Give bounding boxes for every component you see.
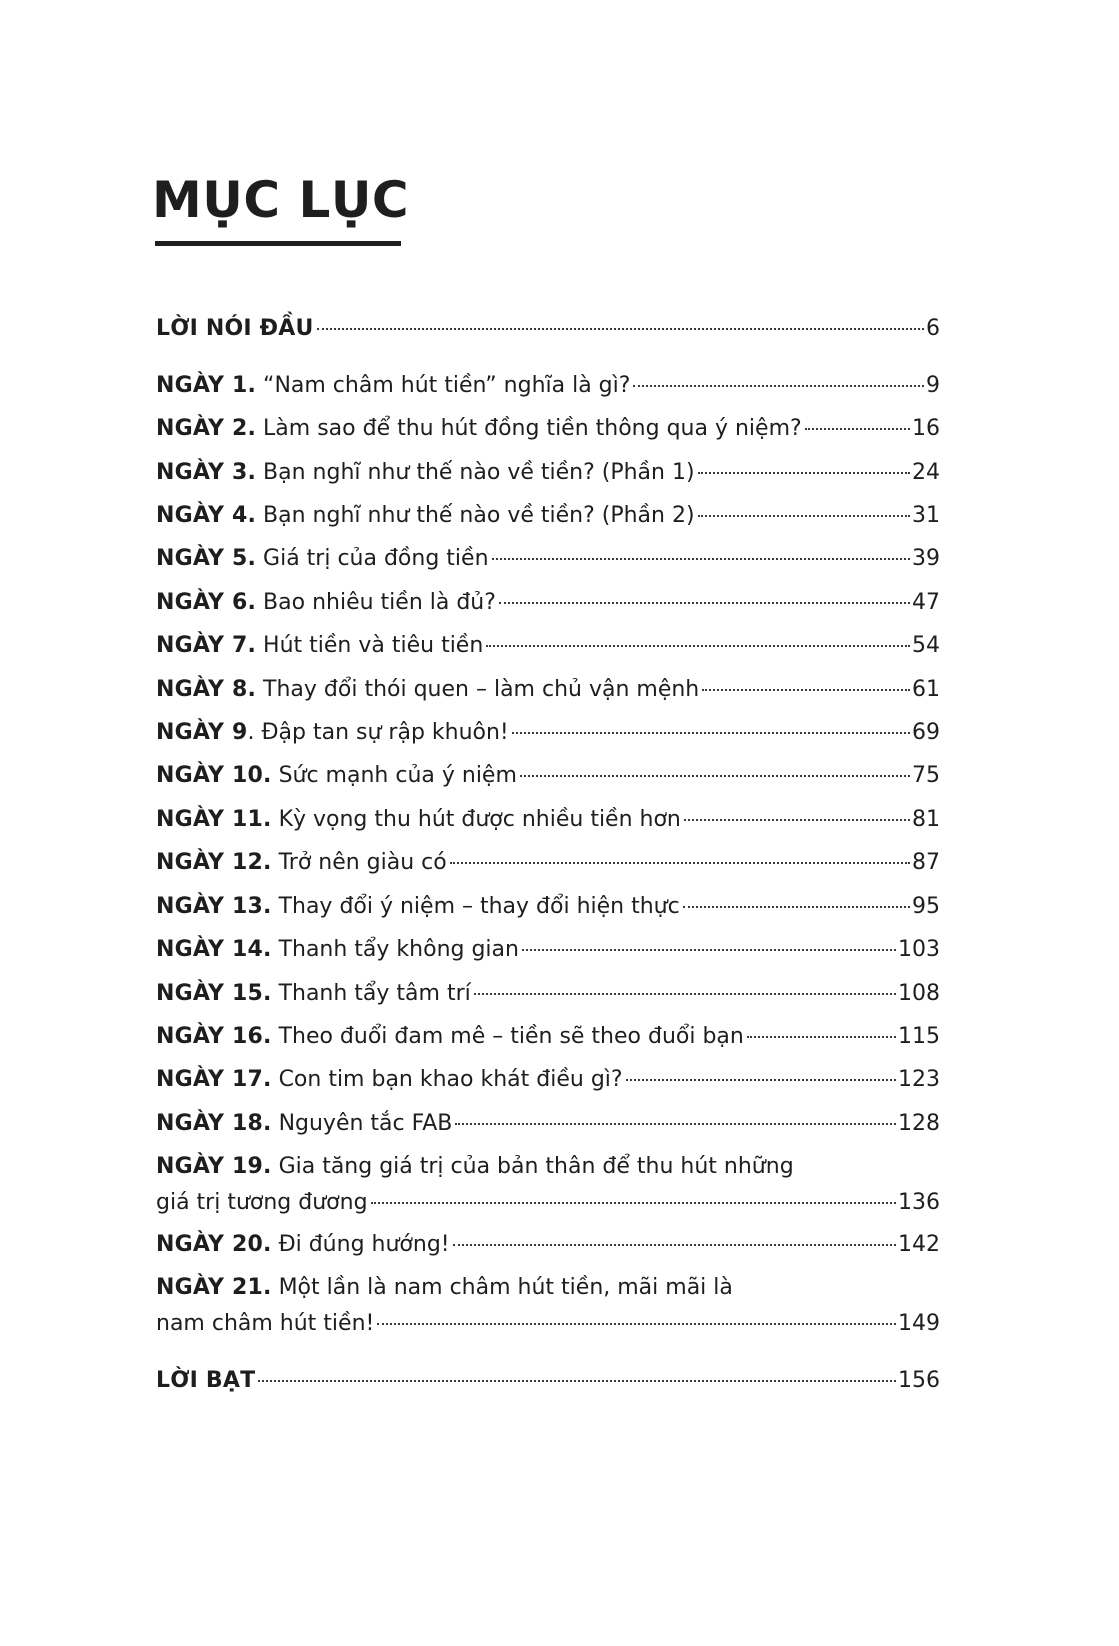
toc-entry-day-11 xyxy=(156,802,940,838)
toc-entry-day-12 xyxy=(156,845,940,881)
toc-entry-day-14 xyxy=(156,932,940,968)
toc-page-number: 61 xyxy=(912,677,940,702)
dot-leader xyxy=(747,1036,896,1038)
toc-entry-day-5 xyxy=(156,541,940,577)
toc-title: . Đập tan sự rập khuôn! xyxy=(247,720,509,745)
dot-leader xyxy=(626,1079,896,1081)
toc-title: Bao nhiêu tiền là đủ? xyxy=(263,590,496,615)
toc-label: NGÀY 21. xyxy=(156,1275,272,1300)
dot-leader xyxy=(698,472,910,474)
toc-label: NGÀY 2. xyxy=(156,416,257,441)
toc-entry-day-17 xyxy=(156,1062,940,1098)
toc-label: NGÀY 1. xyxy=(156,373,257,398)
dot-leader xyxy=(805,428,910,430)
toc-entry-day-10 xyxy=(156,758,940,794)
dot-leader xyxy=(474,993,896,995)
toc-label: LỜI NÓI ĐẦU xyxy=(156,316,314,341)
toc-entry-day-13 xyxy=(156,889,940,925)
toc-title: “Nam châm hút tiền” nghĩa là gì? xyxy=(263,373,631,398)
toc-page-number: 9 xyxy=(926,373,940,398)
toc-page-number: 87 xyxy=(912,850,940,875)
toc-entry-day-6 xyxy=(156,585,940,621)
page-title: MỤC LỤC xyxy=(152,171,410,229)
toc-label: NGÀY 17. xyxy=(156,1067,272,1092)
toc-label: NGÀY 14. xyxy=(156,937,272,962)
toc-title: Hút tiền và tiêu tiền xyxy=(263,633,484,658)
dot-leader xyxy=(522,949,896,951)
toc-page-number: 136 xyxy=(898,1190,940,1215)
toc-entry-day-20 xyxy=(156,1227,940,1263)
toc-title: Đi đúng hướng! xyxy=(278,1232,450,1257)
toc-page-number: 149 xyxy=(898,1311,940,1336)
toc-title: Con tim bạn khao khát điều gì? xyxy=(278,1067,623,1092)
toc-title: Trở nên giàu có xyxy=(278,850,447,875)
toc-title: Thay đổi thói quen – làm chủ vận mệnh xyxy=(263,677,700,702)
toc-label: NGÀY 16. xyxy=(156,1024,272,1049)
dot-leader xyxy=(450,862,910,864)
toc-label: NGÀY 18. xyxy=(156,1111,272,1136)
toc-page-number: 108 xyxy=(898,981,940,1006)
toc-title: Giá trị của đồng tiền xyxy=(263,546,489,571)
toc-page-number: 24 xyxy=(912,460,940,485)
toc-title: Thanh tẩy không gian xyxy=(278,937,519,962)
dot-leader xyxy=(455,1123,896,1125)
toc-title: Làm sao để thu hút đồng tiền thông qua ý niệm? xyxy=(263,416,802,441)
dot-leader xyxy=(258,1380,896,1382)
toc-label: NGÀY 19. xyxy=(156,1154,272,1179)
toc-entry-day-9 xyxy=(156,715,940,751)
toc-title: Thay đổi ý niệm – thay đổi hiện thực xyxy=(278,894,680,919)
toc-page-number: 156 xyxy=(898,1368,940,1393)
toc-title-continuation: nam châm hút tiền! xyxy=(156,1311,375,1336)
toc-title: Một lần là nam châm hút tiền, mãi mãi là xyxy=(278,1275,733,1300)
toc-page-number: 6 xyxy=(926,316,940,341)
toc-title: Bạn nghĩ như thế nào về tiền? (Phần 2) xyxy=(263,503,695,528)
toc-entry-day-3 xyxy=(156,455,940,491)
toc-title: Thanh tẩy tâm trí xyxy=(278,981,471,1006)
toc-entry-day-4 xyxy=(156,498,940,534)
toc-label: LỜI BẠT xyxy=(156,1368,256,1393)
dot-leader xyxy=(512,732,910,734)
toc-page-number: 16 xyxy=(912,416,940,441)
toc-page-number: 69 xyxy=(912,720,940,745)
toc-entry-day-1 xyxy=(156,368,940,404)
toc-first-line xyxy=(156,1149,940,1185)
toc-label: NGÀY 4. xyxy=(156,503,257,528)
toc-title: Theo đuổi đam mê – tiền sẽ theo đuổi bạn xyxy=(278,1024,744,1049)
toc-page-number: 31 xyxy=(912,503,940,528)
dot-leader xyxy=(492,558,910,560)
toc-page-number: 115 xyxy=(898,1024,940,1049)
toc-label: NGÀY 9 xyxy=(156,720,248,745)
toc-title: Bạn nghĩ như thế nào về tiền? (Phần 1) xyxy=(263,460,695,485)
toc-title-continuation: giá trị tương đương xyxy=(156,1190,368,1215)
toc-title: Sức mạnh của ý niệm xyxy=(278,763,517,788)
toc-entry-day-18 xyxy=(156,1106,940,1142)
toc-page-number: 39 xyxy=(912,546,940,571)
dot-leader xyxy=(698,515,910,517)
toc-label: NGÀY 8. xyxy=(156,677,257,702)
dot-leader xyxy=(317,328,924,330)
toc-entry-day-8 xyxy=(156,672,940,708)
toc-entry-outro xyxy=(156,1363,940,1399)
toc-entry-day-2 xyxy=(156,411,940,447)
toc-second-line xyxy=(156,1306,940,1342)
toc-title: Gia tăng giá trị của bản thân để thu hút những xyxy=(278,1154,794,1179)
dot-leader xyxy=(371,1202,896,1204)
dot-leader xyxy=(486,645,910,647)
toc-page-number: 75 xyxy=(912,763,940,788)
toc-label: NGÀY 13. xyxy=(156,894,272,919)
dot-leader xyxy=(633,385,924,387)
toc-page-number: 123 xyxy=(898,1067,940,1092)
toc-label: NGÀY 12. xyxy=(156,850,272,875)
toc-label: NGÀY 7. xyxy=(156,633,257,658)
toc-title: Nguyên tắc FAB xyxy=(278,1111,453,1136)
toc-label: NGÀY 20. xyxy=(156,1232,272,1257)
toc-first-line xyxy=(156,1270,940,1306)
toc-page-number: 81 xyxy=(912,807,940,832)
toc-entry-day-15 xyxy=(156,976,940,1012)
toc-entry-day-21 xyxy=(156,1270,940,1342)
toc-page-number: 103 xyxy=(898,937,940,962)
toc-entry-day-16 xyxy=(156,1019,940,1055)
dot-leader xyxy=(702,689,910,691)
dot-leader xyxy=(520,775,910,777)
toc-page-number: 47 xyxy=(912,590,940,615)
toc-label: NGÀY 5. xyxy=(156,546,257,571)
dot-leader xyxy=(377,1323,896,1325)
toc-page-number: 128 xyxy=(898,1111,940,1136)
toc-label: NGÀY 15. xyxy=(156,981,272,1006)
toc-title: Kỳ vọng thu hút được nhiều tiền hơn xyxy=(278,807,681,832)
toc-entry-intro xyxy=(156,311,940,347)
toc-entry-day-7 xyxy=(156,628,940,664)
dot-leader xyxy=(499,602,910,604)
toc-label: NGÀY 11. xyxy=(156,807,272,832)
toc-second-line xyxy=(156,1185,940,1221)
toc-label: NGÀY 6. xyxy=(156,590,257,615)
toc-entry-day-19 xyxy=(156,1149,940,1221)
toc-page-number: 95 xyxy=(912,894,940,919)
dot-leader xyxy=(453,1244,896,1246)
dot-leader xyxy=(683,906,910,908)
toc-page-number: 142 xyxy=(898,1232,940,1257)
toc-label: NGÀY 3. xyxy=(156,460,257,485)
table-of-contents xyxy=(156,0,940,1646)
toc-page-number: 54 xyxy=(912,633,940,658)
dot-leader xyxy=(684,819,910,821)
toc-label: NGÀY 10. xyxy=(156,763,272,788)
